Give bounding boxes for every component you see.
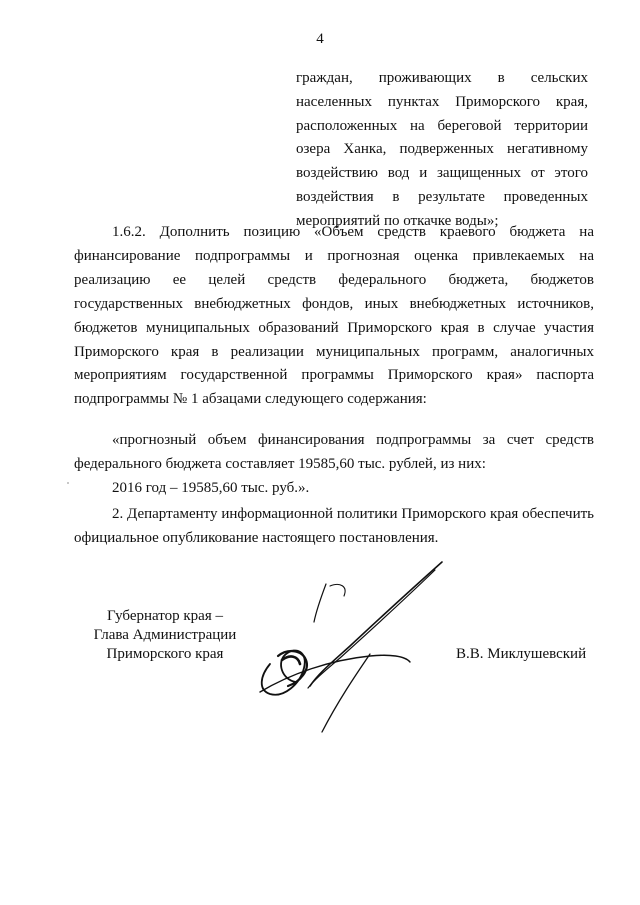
- signatory-title-line-1: Губернатор края –: [107, 608, 223, 624]
- handwritten-signature: [230, 556, 480, 736]
- paragraph-1-6-2: 1.6.2. Дополнить позицию «Объем средств краевого бюджета на финансирование подпрограммы и прогнозная оценка привлекаемых на реализацию ее целей средств федерального бюджета, бюджетов государственных внебюджетных фондов, иных внебюджетных источников, бюджетов муниципальных образований Приморского края в случае участия Приморского края в реализации муниципальных программ, аналогичных мероприятиям государственной программы Приморского края» паспорта подпрограммы № 1 абзацами следующего содержания:: [74, 224, 594, 408]
- signatory-name: В.В. Миклушевский: [456, 646, 587, 662]
- paragraph-year-2016: 2016 год – 19585,60 тыс. руб.».: [112, 480, 310, 496]
- signatory-title-line-2: Глава Администрации: [93, 627, 237, 643]
- quoted-continuation-text: граждан, проживающих в сельских населенных пунктах Приморского края, расположенных на береговой территории озера Ханка, подверженных негативному воздействию вод и защищенных от этого воздействия в результате проведенных мероприятий по откачке воды»;: [296, 70, 588, 229]
- paragraph-forecast-financing: «прогнозный объем финансирования подпрограммы за счет средств федерального бюджета составляет 19585,60 тыс. рублей, из них:: [74, 432, 594, 472]
- scan-artifact: [67, 482, 69, 484]
- signatory-title-line-3: Приморского края: [106, 646, 224, 662]
- paragraph-2-publication: 2. Департаменту информационной политики Приморского края обеспечить официальное опубликование настоящего постановления.: [74, 506, 594, 546]
- page-number: 4: [316, 31, 324, 47]
